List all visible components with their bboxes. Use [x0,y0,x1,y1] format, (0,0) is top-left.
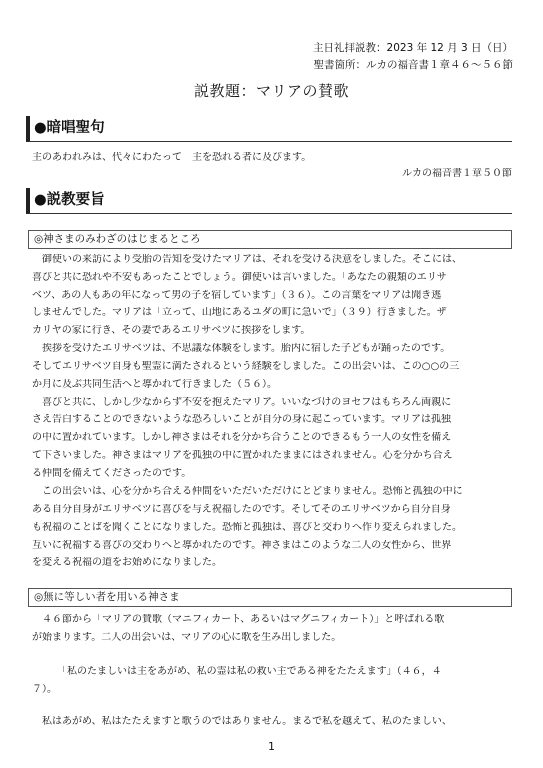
quote-line: ７）。 [32,684,57,695]
subheading-box-1: ◎神さまのみわざのはじまるところ [28,230,512,249]
paragraph-line: 御使いの来訪により受胎の告知を受けたマリアは、それを受ける決意をしました。そこには、 [32,254,462,265]
section-heading-summary: ●説教要旨 [26,188,512,214]
paragraph-line: カリヤの家に行き、その妻であるエリサベツに挨拶をします。 [32,325,311,336]
paragraph-line: も祝福のことばを聞くことになりました。恐怖と孤独は、喜びと交わりへ作り変えられました。 [32,522,462,533]
paragraph-line: を変える祝福の道をお始めになりました。 [32,557,222,568]
paragraph-line: そしてエリサベツ自身も聖霊に満たされるという経験をしました。この出会いは、この○○の三 [32,361,460,372]
scripture-reference: 聖書箇所：ルカの福音書１章４６～５６節 [313,59,513,71]
paragraph-line: ベツ、あの人もあの年になって男の子を宿しています」（３６）。この言葉をマリアは聞き逃 [32,290,442,301]
paragraph-line: この出会いは、心を分かち合える仲間をいただいただけにとどまりません。恐怖と孤独の中に [32,486,463,497]
paragraph-line: か月に及ぶ共同生活へと導かれて行きました（５６）。 [32,379,277,390]
quote-line: 「私のたましいは主をあがめ、私の霊は私の救い主である神をたたえます」（４６，４ [32,666,442,677]
paragraph-line: 喜びと共に、しかし少なからず不安を抱えたマリア。いいなづけのヨセフはもちろん両親に [32,397,452,408]
recitation-verse: 主のあわれみは、代々にわたって 主を恐れる者に及びます。 [32,152,312,163]
sermon-title: 説教題：マリアの賛歌 [193,82,349,100]
paragraph-line: 互いに祝福する喜びの交わりへと導かれたのです。神さまはこのような二人の女性から、世界 [32,540,452,551]
paragraph-line: ある自分自身がエリサベツに喜びを与え祝福したのです。そしてそのエリサベツから自分自身 [32,504,451,515]
paragraph-line: さえ告白することのできないような恐ろしいことが自分の身に起こっています。マリアは孤独 [32,414,451,425]
page-number: 1 [268,740,275,753]
paragraph-line: 挨拶を受けたエリサベツは、不思議な体験をします。胎内に宿した子どもが踊ったのです。 [32,343,451,354]
paragraph-line: る仲間を備えてくださったのです。 [32,468,192,479]
paragraph-line: が始まります。二人の出会いは、マリアの心に歌を生み出しました。 [32,632,342,643]
paragraph-line: 喜びと共に恐れや不安もあったことでしょう。御使いは言いました。「あなたの親類のエリサ [32,272,447,283]
subheading-box-2: ◎無に等しい者を用いる神さま [28,588,512,607]
recitation-reference: ルカの福音書１章５０節 [402,168,512,179]
paragraph-line: ４６節から「マリアの賛歌（マニフィカート、あるいはマグニフィカート）」と呼ばれる歌 [32,614,445,625]
paragraph-line: しませんでした。マリアは「立って、山地にあるユダの町に急いで」（３９）行きました。ザ [32,307,447,318]
paragraph-line: て下さいました。神さまはマリアを孤独の中に置かれたままにはされません。心を分かち合え [32,450,453,461]
paragraph-line: の中に置かれています。しかし神さまはそれを分かち合うことのできるもう一人の女性を備え [32,432,452,443]
section-heading-recitation: ●暗唱聖句 [26,116,512,142]
paragraph-line: 私はあがめ、私はたたえますと歌うのではありません。まるで私を越えて、私のたましい、 [32,716,452,727]
service-date: 主日礼拝説教：2023 年 12 月 3 日（日） [313,42,513,54]
